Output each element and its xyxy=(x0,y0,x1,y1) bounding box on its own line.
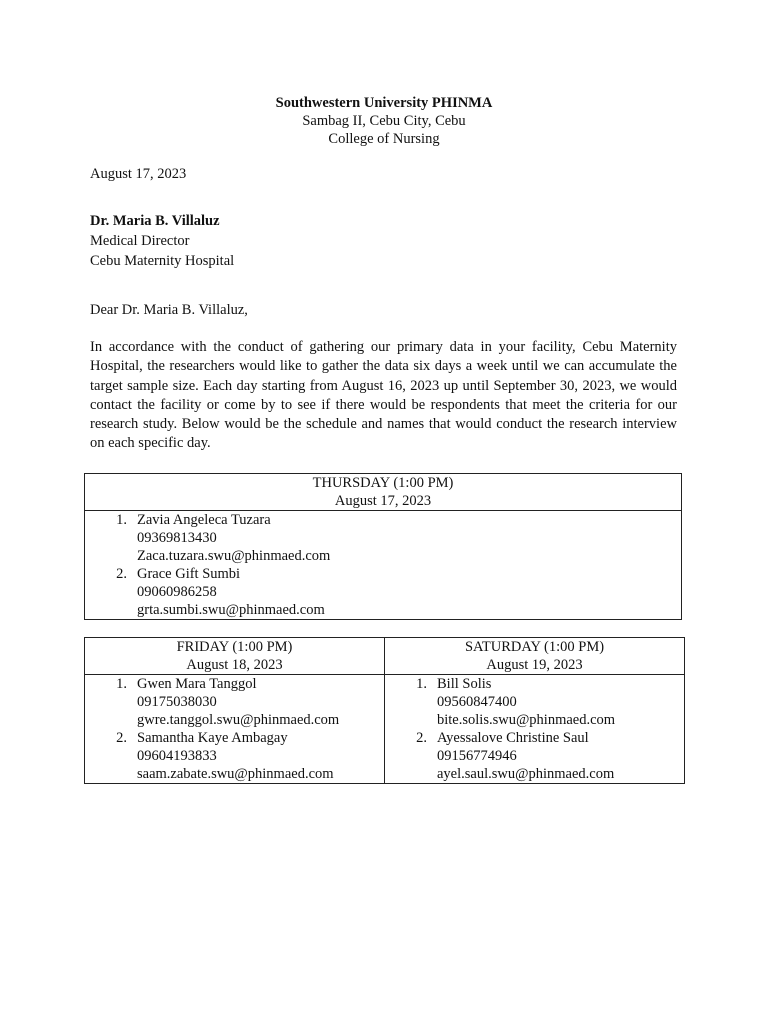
person-email: ayel.saul.swu@phinmaed.com xyxy=(437,766,615,782)
list-item xyxy=(85,729,384,783)
friday-date: August 18, 2023 xyxy=(186,657,283,673)
person-email: grta.sumbi.swu@phinmaed.com xyxy=(137,602,325,618)
institution-name: Southwestern University PHINMA xyxy=(275,95,493,111)
friday-saturday-schedule-table xyxy=(84,637,685,784)
list-item xyxy=(385,675,684,729)
person-name: Ayessalove Christine Saul xyxy=(437,730,589,746)
recipient-name: Dr. Maria B. Villaluz xyxy=(90,213,220,229)
salutation: Dear Dr. Maria B. Villaluz, xyxy=(90,302,248,318)
saturday-day: SATURDAY (1:00 PM) xyxy=(464,639,605,655)
person-phone: 09060986258 xyxy=(137,584,217,600)
person-email: Zaca.tuzara.swu@phinmaed.com xyxy=(137,548,331,564)
person-name: Samantha Kaye Ambagay xyxy=(137,730,288,746)
person-name: Gwen Mara Tanggol xyxy=(137,676,257,692)
friday-day: FRIDAY (1:00 PM) xyxy=(176,639,293,655)
thursday-schedule-table xyxy=(84,473,682,620)
list-number: 1. xyxy=(116,512,127,528)
letterhead xyxy=(0,94,768,148)
saturday-header xyxy=(385,638,685,675)
thursday-day: THURSDAY (1:00 PM) xyxy=(312,475,454,491)
thursday-header xyxy=(85,474,682,511)
college-name: College of Nursing xyxy=(328,131,440,147)
person-phone: 09369813430 xyxy=(137,530,217,546)
person-name: Grace Gift Sumbi xyxy=(137,566,241,582)
friday-people xyxy=(85,675,385,784)
list-number: 2. xyxy=(116,566,127,582)
thursday-date: August 17, 2023 xyxy=(334,493,432,509)
list-item xyxy=(85,675,384,729)
person-email: gwre.tanggol.swu@phinmaed.com xyxy=(137,712,340,728)
list-number: 2. xyxy=(416,730,427,746)
person-name: Zavia Angeleca Tuzara xyxy=(137,512,271,528)
person-phone: 09175038030 xyxy=(137,694,217,710)
list-number: 2. xyxy=(116,730,127,746)
list-item xyxy=(85,511,681,565)
person-email: saam.zabate.swu@phinmaed.com xyxy=(137,766,334,782)
list-item xyxy=(85,565,681,619)
list-item xyxy=(385,729,684,783)
saturday-people xyxy=(385,675,685,784)
person-phone: 09604193833 xyxy=(137,748,217,764)
body-paragraph: In accordance with the conduct of gathering our primary data in your facility, Cebu Maternity Hospital, the researchers would like to gather the data six days a week until we can accumulate the target sample size. Each day starting from August 16, 2023 up until September 30, 2023, we would contact the facility or come by to see if there would be respondents that meet the criteria for our research study. Below would be the schedule and names that would conduct the research interview on each specific day. xyxy=(90,339,677,452)
friday-header xyxy=(85,638,385,675)
recipient-block xyxy=(90,211,234,271)
list-number: 1. xyxy=(116,676,127,692)
person-phone: 09560847400 xyxy=(437,694,517,710)
person-phone: 09156774946 xyxy=(437,748,517,764)
list-number: 1. xyxy=(416,676,427,692)
thursday-people xyxy=(85,511,682,620)
letter-date: August 17, 2023 xyxy=(90,166,187,182)
recipient-organization: Cebu Maternity Hospital xyxy=(90,253,235,269)
saturday-date: August 19, 2023 xyxy=(486,657,583,673)
person-name: Bill Solis xyxy=(437,676,492,692)
institution-address: Sambag II, Cebu City, Cebu xyxy=(302,113,466,129)
person-email: bite.solis.swu@phinmaed.com xyxy=(437,712,616,728)
recipient-title: Medical Director xyxy=(90,233,190,249)
